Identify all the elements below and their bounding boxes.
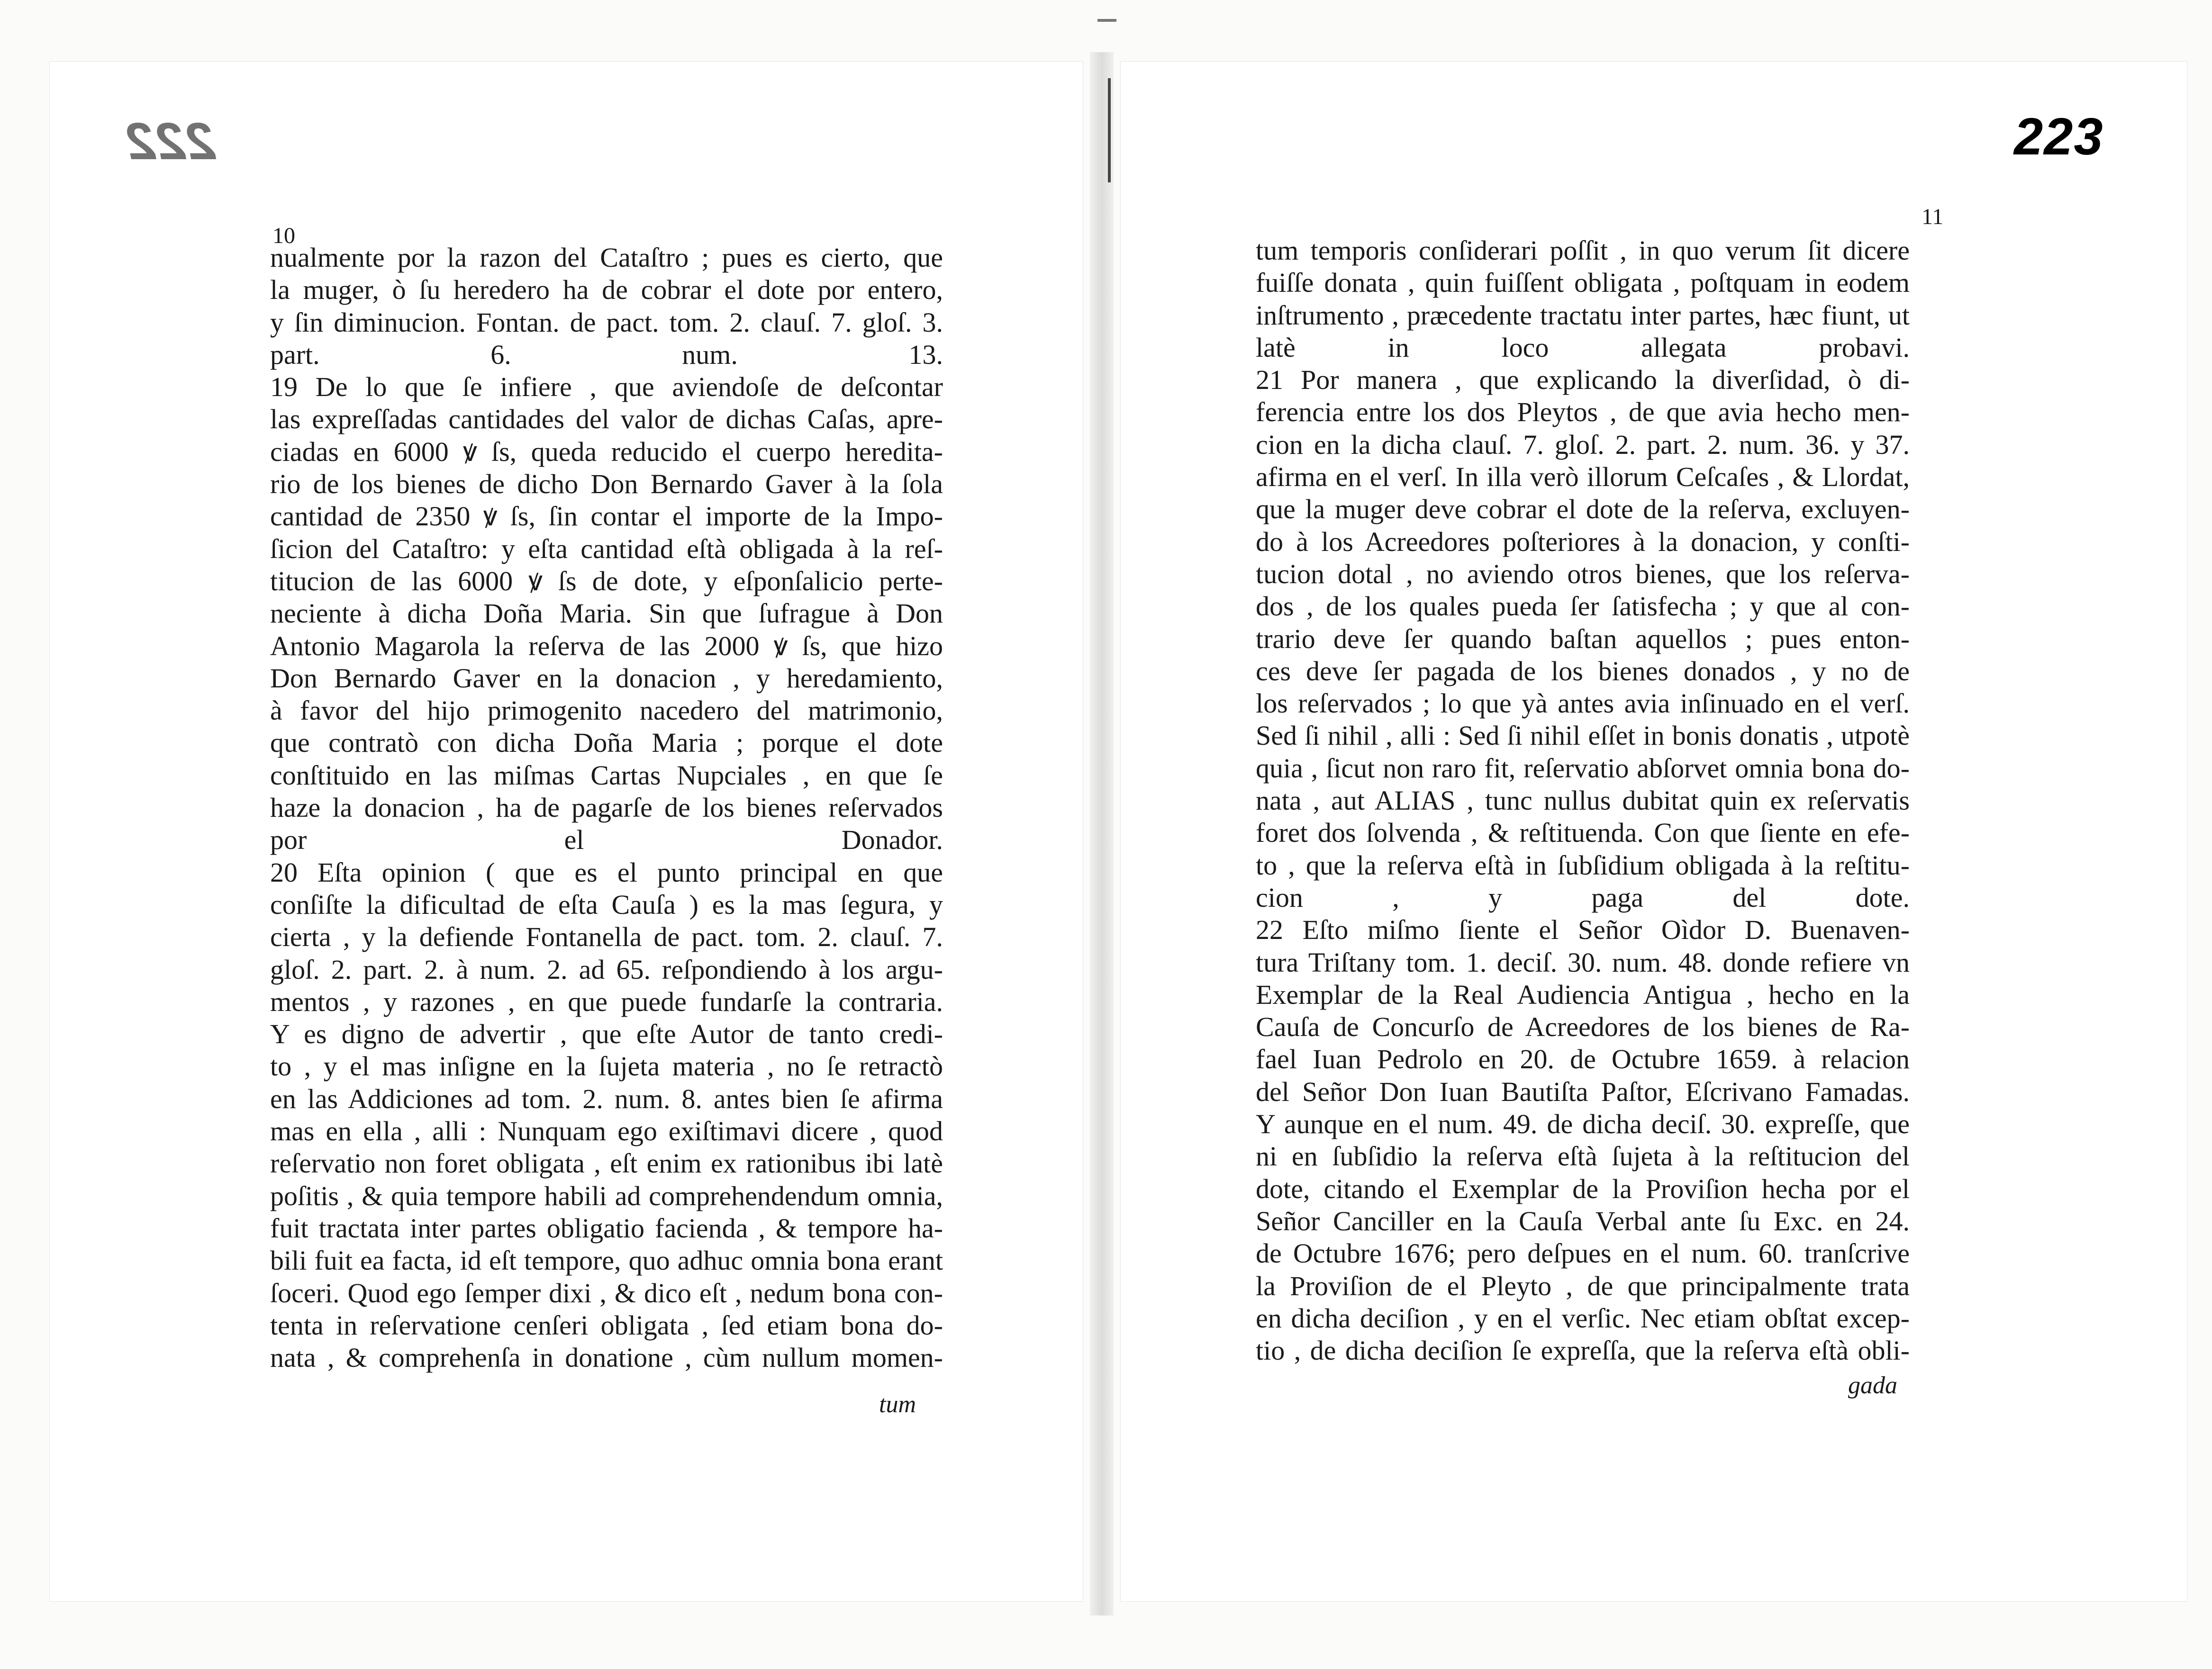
text-line: poſitis , & quia tempore habili ad comprehendendum omnia, — [270, 1180, 943, 1211]
text-line: que contratò con dicha Doña Maria ; porque el dote — [270, 727, 943, 758]
right-folio-number: 223 — [2014, 108, 2104, 166]
text-line: fuiſſe donata , quin fuiſſent obligata , poſtquam in eodem — [1256, 267, 1910, 298]
text-line: cantidad de 2350 ꝟ ſs, ſin contar el importe de la Impo- — [270, 501, 943, 532]
text-line: ni en ſubſidio la reſerva eſtà ſujeta à la reſtitucion del — [1256, 1141, 1910, 1172]
text-line: Cauſa de Concurſo de Acreedores de los bienes de Ra- — [1256, 1011, 1910, 1043]
text-line: tio , de dicha deciſion ſe expreſſa, que la reſerva eſtà obli- — [1256, 1335, 1910, 1366]
gutter-mark — [1097, 19, 1116, 22]
text-line: del Señor Don Iuan Bautiſta Paſtor, Eſcrivano Famadas. — [1256, 1076, 1910, 1107]
text-line: en dicha deciſion , y en el verſic. Nec etiam obſtat excep- — [1256, 1302, 1910, 1334]
text-line: inſtrumento , præcedente tractatu inter partes, hæc fiunt, ut — [1256, 299, 1910, 331]
text-line: 21 Por manera , que explicando la diverſidad, ò di- — [1256, 364, 1910, 396]
text-line: ferencia entre los dos Pleytos , de que avia hecho men- — [1256, 397, 1910, 428]
text-line: cion , y paga del dote. — [1256, 882, 1910, 913]
text-line: mas en ella , alli : Nunquam ego exiſtimavi dicere , quod — [270, 1116, 943, 1147]
right-page-number: 11 — [1922, 204, 1944, 229]
text-line: 19 De lo que ſe infiere , que aviendoſe de deſcontar — [270, 371, 943, 403]
text-line: ſicion del Cataſtro: y eſta cantidad eſtà obligada à la reſ- — [270, 533, 943, 564]
text-line: foret dos ſolvenda , & reſtituenda. Con que ſiente en efe- — [1256, 817, 1910, 848]
text-line: 22 Eſto miſmo ſiente el Señor Oìdor D. Buenaven- — [1256, 914, 1910, 946]
left-body-text — [270, 242, 943, 1374]
text-line: tucion dotal , no aviendo otros bienes, que los reſerva- — [1256, 558, 1910, 589]
left-catchword: tum — [879, 1391, 916, 1418]
text-line: à favor del hijo primogenito nacedero del matrimonio, — [270, 695, 943, 726]
text-line: neciente à dicha Doña Maria. Sin que ſufrague à Don — [270, 598, 943, 629]
text-line: dos , de los quales pueda ſer ſatisfecha ; y que al con- — [1256, 591, 1910, 622]
text-line: cierta , y la defiende Fontanella de pact. tom. 2. clauſ. 7. — [270, 921, 943, 953]
text-line: tura Triſtany tom. 1. deciſ. 30. num. 48. donde refiere vn — [1256, 947, 1910, 978]
text-line: por el Donador. — [270, 824, 943, 856]
text-line: quia , ſicut non raro fit, reſervatio abſorvet omnia bona do- — [1256, 752, 1910, 784]
text-line: Sed ſi nihil , alli : Sed ſi nihil eſſet in bonis donatis , utpotè — [1256, 720, 1910, 751]
text-line: y ſin diminucion. Fontan. de pact. tom. 2. clauſ. 7. gloſ. 3. — [270, 307, 943, 338]
text-line: Y es digno de advertir , que eſte Autor de tanto credi- — [270, 1019, 943, 1050]
text-line: mentos , y razones , en que puede fundarſe la contraria. — [270, 986, 943, 1017]
text-line: Señor Canciller en la Cauſa Verbal ante ſu Exc. en 24. — [1256, 1205, 1910, 1236]
right-body-text — [1256, 235, 1910, 1367]
text-line: la muger, ò ſu heredero ha de cobrar el dote por entero, — [270, 274, 943, 306]
book-gutter — [1090, 52, 1114, 1615]
text-line: to , que la reſerva eſtà in ſubſidium obligada à la reſtitu- — [1256, 849, 1910, 881]
text-line: gloſ. 2. part. 2. à num. 2. ad 65. reſpondiendo à los argu- — [270, 954, 943, 985]
text-line: Y aunque en el num. 49. de dicha deciſ. 30. expreſſe, que — [1256, 1109, 1910, 1140]
text-line: conſiſte la dificultad de eſta Cauſa ) es la mas ſegura, y — [270, 889, 943, 920]
text-line: fuit tractata inter partes obligatio facienda , & tempore ha- — [270, 1212, 943, 1244]
text-line: en las Addiciones ad tom. 2. num. 8. antes bien ſe afirma — [270, 1083, 943, 1114]
text-line: latè in loco allegata probavi. — [1256, 332, 1910, 363]
text-line: dote, citando el Exemplar de la Proviſion hecha por el — [1256, 1173, 1910, 1204]
left-folio-number: 222 — [126, 112, 216, 171]
text-line: ſoceri. Quod ego ſemper dixi , & dico eſt , nedum bona con- — [270, 1277, 943, 1308]
text-line: la Proviſion de el Pleyto , de que principalmente trata — [1256, 1270, 1910, 1301]
text-line: to , y el mas inſigne en la ſujeta materia , no ſe retractò — [270, 1051, 943, 1082]
text-line: part. 6. num. 13. — [270, 339, 943, 370]
text-line: nata , aut ALIAS , tunc nullus dubitat quin ex reſervatis — [1256, 785, 1910, 816]
gutter-line — [1108, 78, 1111, 182]
text-line: tenta in reſervatione cenſeri obligata , ſed etiam bona do- — [270, 1309, 943, 1341]
text-line: haze la donacion , ha de pagarſe de los bienes reſervados — [270, 792, 943, 823]
text-line: bili fuit ea facta, id eſt tempore, quo adhuc omnia bona erant — [270, 1245, 943, 1276]
text-line: rio de los bienes de dicho Don Bernardo Gaver à la ſola — [270, 469, 943, 500]
text-line: que la muger deve cobrar el dote de la reſerva, excluyen- — [1256, 494, 1910, 525]
text-line: fael Iuan Pedrolo en 20. de Octubre 1659. à relacion — [1256, 1044, 1910, 1075]
text-line: Antonio Magarola la reſerva de las 2000 ꝟ ſs, que hizo — [270, 630, 943, 661]
text-line: 20 Eſta opinion ( que es el punto principal en que — [270, 857, 943, 888]
text-line: ces deve ſer pagada de los bienes donados , y no de — [1256, 655, 1910, 686]
text-line: tum temporis conſiderari poſſit , in quo verum ſit dicere — [1256, 235, 1910, 266]
text-line: trario deve ſer quando baſtan aquellos ; pues enton- — [1256, 623, 1910, 654]
text-line: los reſervados ; lo que yà antes avia inſinuado en el verſ. — [1256, 688, 1910, 719]
text-line: ciadas en 6000 ꝟ ſs, queda reducido el cuerpo heredita- — [270, 436, 943, 467]
text-line: nata , & comprehenſa in donatione , cùm nullum momen- — [270, 1342, 943, 1373]
text-line: titucion de las 6000 ꝟ ſs de dote, y eſponſalicio perte- — [270, 565, 943, 596]
text-line: nualmente por la razon del Cataſtro ; pues es cierto, que — [270, 242, 943, 273]
text-line: las expreſſadas cantidades del valor de dichas Caſas, apre- — [270, 404, 943, 435]
text-line: Exemplar de la Real Audiencia Antigua , hecho en la — [1256, 979, 1910, 1010]
left-page-number: 10 — [272, 223, 295, 248]
text-line: reſervatio non foret obligata , eſt enim ex rationibus ibi latè — [270, 1148, 943, 1179]
text-line: cion en la dicha clauſ. 7. gloſ. 2. part. 2. num. 36. y 37. — [1256, 429, 1910, 460]
text-line: conſtituido en las miſmas Cartas Nupciales , en que ſe — [270, 759, 943, 791]
right-catchword: gada — [1848, 1372, 1897, 1399]
text-line: de Octubre 1676; pero deſpues en el num. 60. tranſcrive — [1256, 1238, 1910, 1269]
text-line: afirma en el verſ. In illa verò illorum Ceſcaſes , & Llordat, — [1256, 461, 1910, 493]
text-line: do à los Acreedores poſteriores à la donacion, y conſti- — [1256, 526, 1910, 557]
text-line: Don Bernardo Gaver en la donacion , y heredamiento, — [270, 662, 943, 694]
